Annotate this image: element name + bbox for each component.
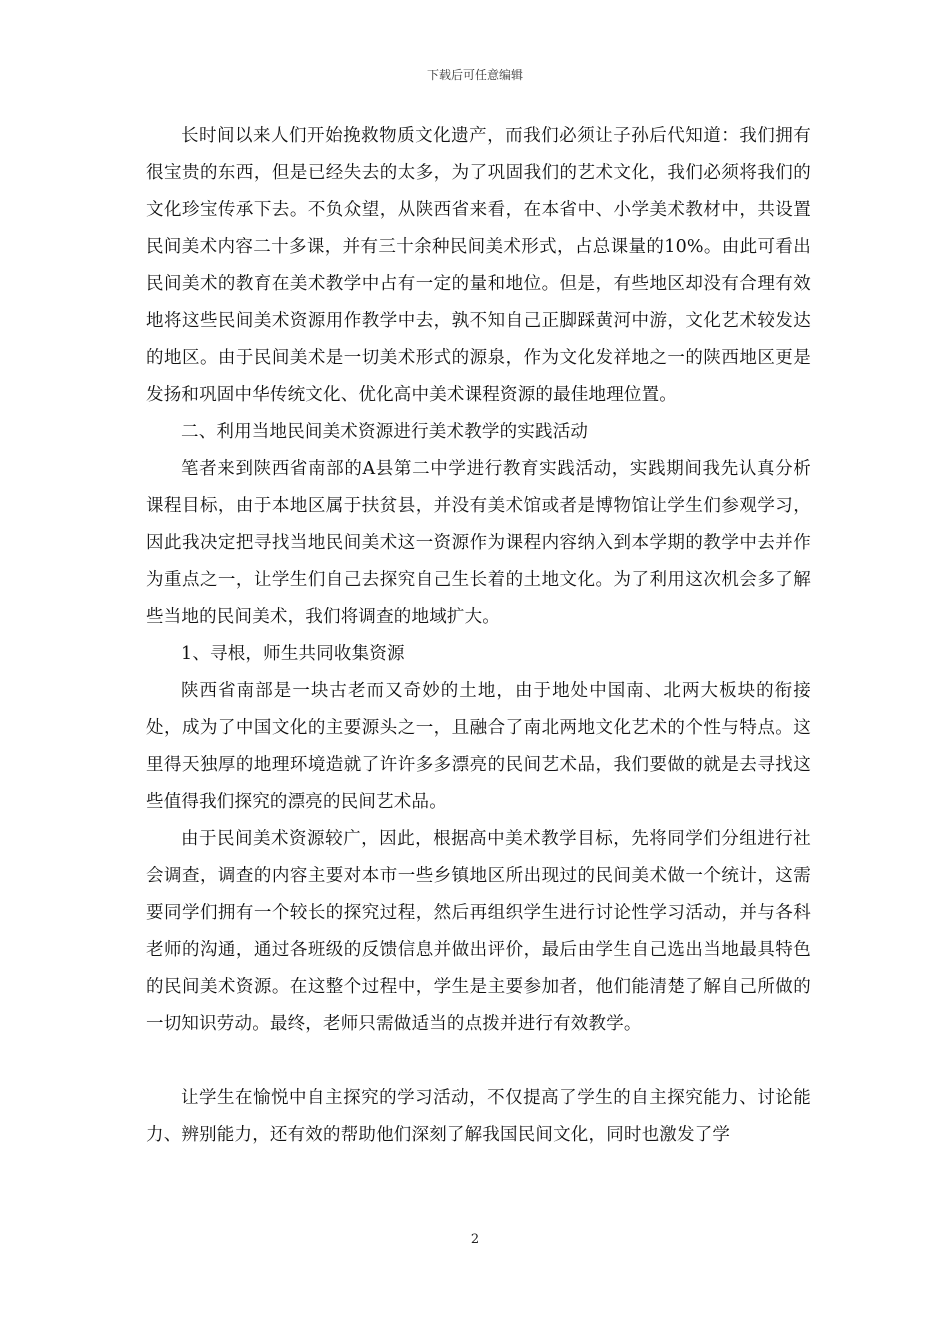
paragraph-south-shaanxi: 陕西省南部是一块古老而又奇妙的土地，由于地处中国南、北两大板块的衔接处，成为了中国文化的主要源头之一，且融合了南北两地文化艺术的个性与特点。这里得天独厚的地理环境造就了许许多多漂亮的民间艺术品，我们要做的就是去寻找这些值得我们探究的漂亮的民间艺术品。 bbox=[146, 681, 811, 812]
paragraph-spacer bbox=[146, 1043, 811, 1080]
paragraph-learning: 让学生在愉悦中自主探究的学习活动，不仅提高了学生的自主探究能力、讨论能力、辨别能力，还有效的帮助他们深刻了解我国民间文化，同时也激发了学 bbox=[146, 1088, 811, 1145]
document-body bbox=[146, 118, 811, 1154]
paragraph-investigation: 由于民间美术资源较广，因此，根据高中美术教学目标，先将同学们分组进行社会调查，调查的内容主要对本市一些乡镇地区所出现过的民间美术做一个统计，这需要同学们拥有一个较长的探究过程，然后再组织学生进行讨论性学习活动，并与各科老师的沟通，通过各班级的反馈信息并做出评价，最后由学生自己选出当地最具特色的民间美术资源。在这整个过程中，学生是主要参加者，他们能清楚了解自己所做的一切知识劳动。最终，老师只需做适当的点拨并进行有效教学。 bbox=[146, 829, 811, 1034]
paragraph-practice: 笔者来到陕西省南部的A县第二中学进行教育实践活动，实践期间我先认真分析课程目标，由于本地区属于扶贫县，并没有美术馆或者是博物馆让学生们参观学习，因此我决定把寻找当地民间美术这一资源作为课程内容纳入到本学期的教学中去并作为重点之一，让学生们自己去探究自己生长着的土地文化。为了利用这次机会多了解些当地的民间美术，我们将调查的地域扩大。 bbox=[146, 459, 811, 627]
paragraph-intro: 长时间以来人们开始挽救物质文化遗产，而我们必须让子孙后代知道：我们拥有很宝贵的东西，但是已经失去的太多，为了巩固我们的艺术文化，我们必须将我们的文化珍宝传承下去。不负众望，从陕西省来看，在本省中、小学美术教材中，共设置民间美术内容二十多课，并有三十余种民间美术形式，占总课量的10%。由此可看出民间美术的教育在美术教学中占有一定的量和地位。但是，有些地区却没有合理有效地将这些民间美术资源用作教学中去，孰不知自己正脚踩黄河中游，文化艺术较发达的地区。由于民间美术是一切美术形式的源泉，作为文化发祥地之一的陕西地区更是发扬和巩固中华传统文化、优化高中美术课程资源的最佳地理位置。 bbox=[146, 126, 811, 405]
page-header: 下载后可任意编辑 bbox=[426, 68, 523, 82]
subsection-heading: 1、寻根，师生共同收集资源 bbox=[181, 644, 405, 664]
page-number: 2 bbox=[470, 1232, 480, 1247]
section-heading: 二、利用当地民间美术资源进行美术教学的实践活动 bbox=[181, 422, 589, 442]
